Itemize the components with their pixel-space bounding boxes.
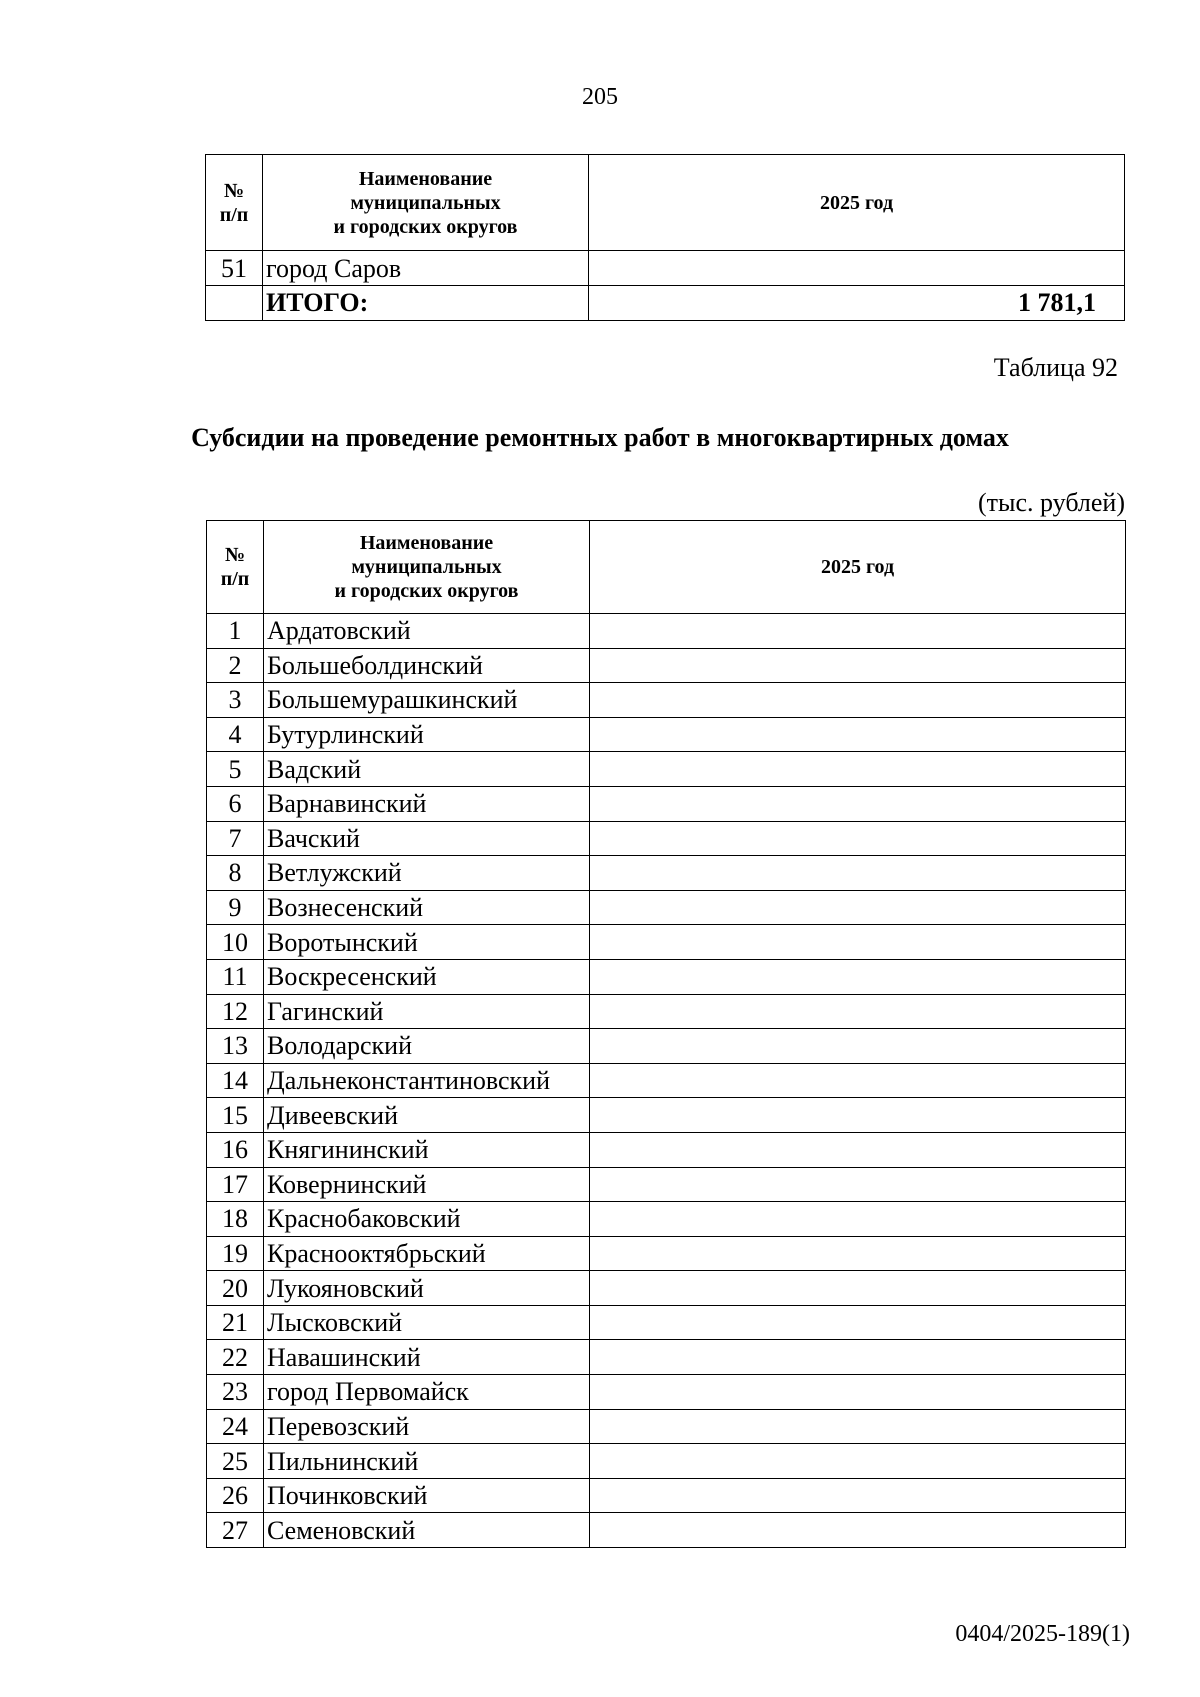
table-row [207,683,1126,718]
row-value [590,1202,1126,1237]
row-number: 9 [207,890,264,925]
table-row [207,890,1126,925]
row-value [590,752,1126,787]
row-value [590,1409,1126,1444]
row-name: город Саров [263,251,589,286]
table-row [207,1305,1126,1340]
row-number: 17 [207,1167,264,1202]
row-number: 23 [207,1375,264,1410]
row-number: 10 [207,925,264,960]
row-number: 11 [207,959,264,994]
row-number: 8 [207,856,264,891]
table-row [207,1167,1126,1202]
row-number: 19 [207,1236,264,1271]
table-row [207,614,1126,649]
row-number: 26 [207,1478,264,1513]
row-name: город Первомайск [264,1375,590,1410]
header-num: № п/п [207,521,264,614]
table-row [207,1513,1126,1548]
table-row [207,786,1126,821]
table-row [207,717,1126,752]
header-name: Наименование муниципальных и городских округов [263,155,589,251]
row-name: Лысковский [264,1305,590,1340]
page-number: 205 [582,84,618,110]
row-name: Семеновский [264,1513,590,1548]
row-number: 51 [206,251,263,286]
table-row [206,251,1125,286]
row-value [590,1098,1126,1133]
row-number: 6 [207,786,264,821]
section-title: Субсидии на проведение ремонтных работ в многоквартирных домах [191,423,1009,452]
row-number: 16 [207,1132,264,1167]
row-name: Вознесенский [264,890,590,925]
row-name: Дивеевский [264,1098,590,1133]
table-row [207,959,1126,994]
row-number: 15 [207,1098,264,1133]
row-name: Починковский [264,1478,590,1513]
total-value: 1 781,1 [589,286,1125,321]
row-name: Перевозский [264,1409,590,1444]
table-row [207,1271,1126,1306]
row-value [590,1029,1126,1064]
row-number: 18 [207,1202,264,1237]
row-number: 14 [207,1063,264,1098]
row-number: 13 [207,1029,264,1064]
row-number: 1 [207,614,264,649]
header-year: 2025 год [589,155,1125,251]
total-label: ИТОГО: [263,286,589,321]
table-row [207,1132,1126,1167]
row-value [590,717,1126,752]
row-name: Бутурлинский [264,717,590,752]
row-number: 22 [207,1340,264,1375]
row-number: 3 [207,683,264,718]
row-name: Лукояновский [264,1271,590,1306]
row-name: Навашинский [264,1340,590,1375]
table-caption: Таблица 92 [993,353,1118,382]
table-subsidies [206,520,1126,1548]
row-number: 5 [207,752,264,787]
table-row [207,1340,1126,1375]
row-value [590,1271,1126,1306]
row-value [590,1236,1126,1271]
table-row [207,1236,1126,1271]
header-num: № п/п [206,155,263,251]
row-name: Ардатовский [264,614,590,649]
table-row [207,1409,1126,1444]
row-number: 21 [207,1305,264,1340]
row-value [590,925,1126,960]
row-value [590,1340,1126,1375]
row-name: Ветлужский [264,856,590,891]
table-row [207,752,1126,787]
row-name: Ковернинский [264,1167,590,1202]
row-value [590,614,1126,649]
row-number: 12 [207,994,264,1029]
row-number: 2 [207,648,264,683]
row-name: Большемурашкинский [264,683,590,718]
row-name: Краснобаковский [264,1202,590,1237]
row-name: Вадский [264,752,590,787]
row-name: Варнавинский [264,786,590,821]
row-value [590,890,1126,925]
table-row [207,1444,1126,1479]
header-year: 2025 год [590,521,1126,614]
table-header-row [207,521,1126,614]
table-row [207,994,1126,1029]
row-value [590,1167,1126,1202]
row-name: Вачский [264,821,590,856]
row-value [590,821,1126,856]
table-row [207,821,1126,856]
table-row [207,1478,1126,1513]
row-name: Воротынский [264,925,590,960]
row-number: 25 [207,1444,264,1479]
row-value [590,856,1126,891]
row-value [589,251,1125,286]
table-row [207,925,1126,960]
row-value [590,1444,1126,1479]
row-name: Воскресенский [264,959,590,994]
row-name: Краснооктябрьский [264,1236,590,1271]
header-name: Наименование муниципальных и городских округов [264,521,590,614]
row-number: 4 [207,717,264,752]
total-row [206,286,1125,321]
table-row [207,1063,1126,1098]
row-value [590,959,1126,994]
row-number: 27 [207,1513,264,1548]
row-name: Володарский [264,1029,590,1064]
table-row [207,856,1126,891]
row-value [590,1063,1126,1098]
row-value [590,648,1126,683]
table-row [207,1375,1126,1410]
row-name: Княгининский [264,1132,590,1167]
table-row [207,648,1126,683]
row-value [590,1478,1126,1513]
row-value [590,786,1126,821]
table-continuation [205,154,1125,321]
row-name: Пильнинский [264,1444,590,1479]
row-value [590,683,1126,718]
row-value [590,1132,1126,1167]
units-label: (тыс. рублей) [977,488,1125,517]
table-row [207,1202,1126,1237]
table-row [207,1098,1126,1133]
row-name: Гагинский [264,994,590,1029]
total-num-cell [206,286,263,321]
row-name: Дальнеконстантиновский [264,1063,590,1098]
row-name: Большеболдинский [264,648,590,683]
row-value [590,1513,1126,1548]
row-number: 24 [207,1409,264,1444]
row-value [590,1375,1126,1410]
row-number: 7 [207,821,264,856]
document-code: 0404/2025-189(1) [955,1621,1130,1647]
row-value [590,994,1126,1029]
table-row [207,1029,1126,1064]
row-number: 20 [207,1271,264,1306]
row-value [590,1305,1126,1340]
table-header-row [206,155,1125,251]
